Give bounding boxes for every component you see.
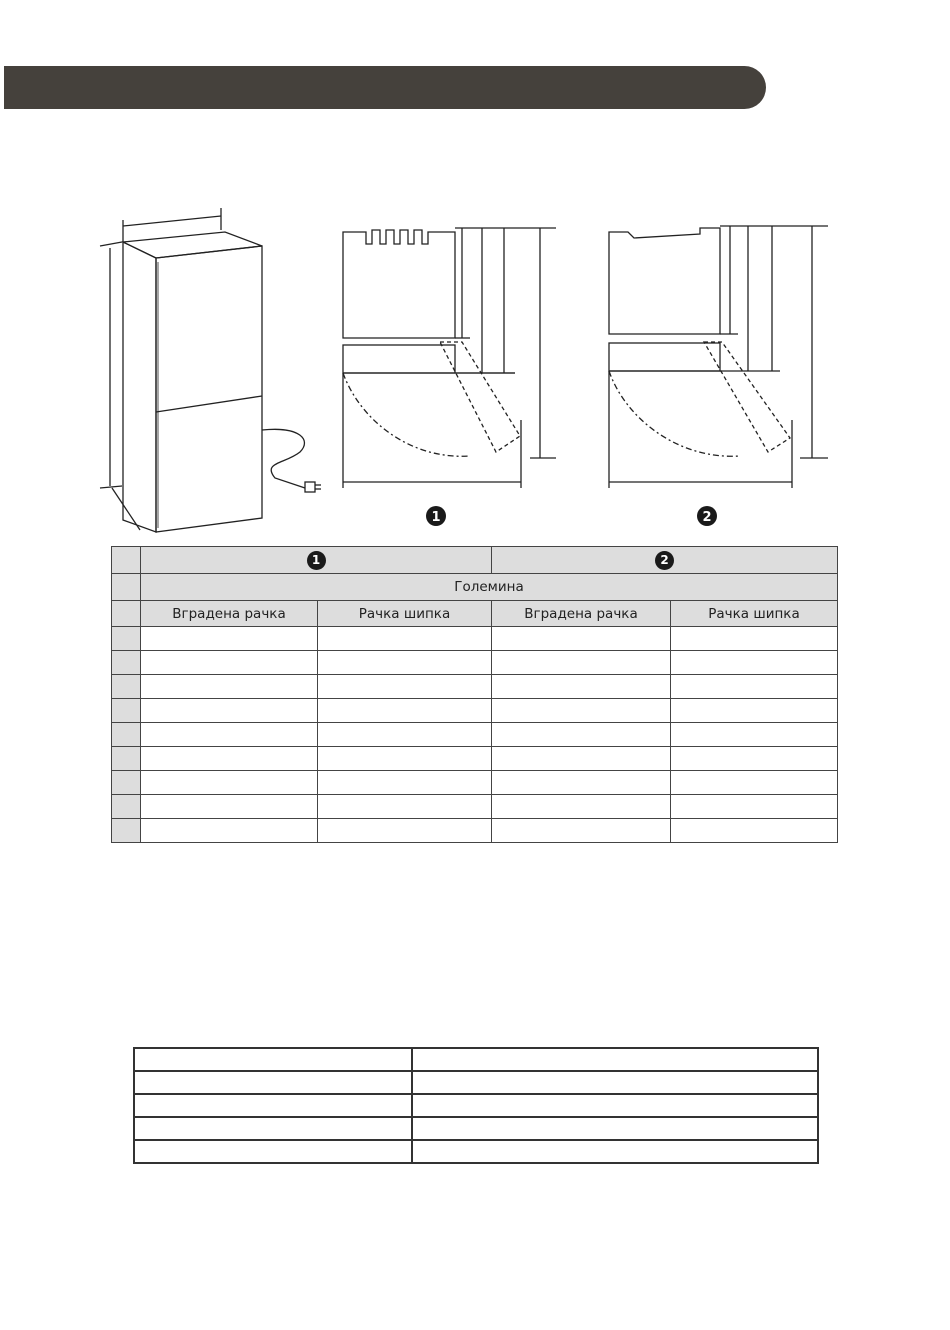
install-2-header (492, 547, 838, 574)
install-badge-1-label: 1 (431, 510, 441, 525)
table-cell (141, 651, 318, 675)
table-cell (671, 771, 838, 795)
table-cell (141, 819, 318, 843)
table-cell (318, 651, 492, 675)
table-cell (671, 723, 838, 747)
table-cell (492, 675, 671, 699)
table-cell (492, 627, 671, 651)
table-row (134, 1140, 818, 1163)
table-row (112, 651, 838, 675)
spec-label-cell (134, 1117, 412, 1140)
table-cell (671, 675, 838, 699)
index-cell (112, 547, 141, 574)
table-row (112, 675, 838, 699)
table-cell (318, 747, 492, 771)
index-cell (112, 574, 141, 601)
table-cell (671, 819, 838, 843)
spec-value-cell (412, 1094, 818, 1117)
side-view-1-illustration (343, 228, 556, 488)
table-row (112, 747, 838, 771)
index-cell (112, 795, 141, 819)
index-cell (112, 723, 141, 747)
table-cell (141, 771, 318, 795)
table-cell (671, 699, 838, 723)
spec-value-cell (412, 1117, 818, 1140)
table-cell (671, 747, 838, 771)
index-cell (112, 675, 141, 699)
table-row (112, 795, 838, 819)
table-cell (141, 795, 318, 819)
col-header-bar-handle-1: Рачка шипка (318, 601, 492, 627)
spec-label-cell (134, 1094, 412, 1117)
table-row (112, 819, 838, 843)
spec-value-cell (412, 1071, 818, 1094)
table-row (134, 1048, 818, 1071)
table-cell (492, 723, 671, 747)
table-cell (492, 771, 671, 795)
spec-label-cell (134, 1071, 412, 1094)
dimensions-figure (0, 0, 950, 540)
table-row (112, 723, 838, 747)
table-cell (492, 699, 671, 723)
index-cell (112, 819, 141, 843)
col-header-builtin-handle-1: Вградена рачка (141, 601, 318, 627)
table-cell (141, 747, 318, 771)
table-row (112, 574, 838, 601)
spec-value-cell (412, 1048, 818, 1071)
table-cell (141, 699, 318, 723)
table-cell (671, 795, 838, 819)
table-cell (141, 627, 318, 651)
install-1-header (141, 547, 492, 574)
fridge-perspective-illustration (100, 208, 321, 532)
table-cell (671, 651, 838, 675)
index-cell (112, 601, 141, 627)
table-row (112, 547, 838, 574)
index-cell (112, 627, 141, 651)
table-cell (671, 627, 838, 651)
table-row (112, 699, 838, 723)
table-row (134, 1071, 818, 1094)
table-row (112, 601, 838, 627)
spec-label-cell (134, 1048, 412, 1071)
dimensions-table (111, 546, 838, 843)
spec-value-cell (412, 1140, 818, 1163)
index-cell (112, 771, 141, 795)
install-badge-2-label: 2 (702, 510, 712, 525)
index-cell (112, 747, 141, 771)
table-cell (492, 651, 671, 675)
col-header-bar-handle-2: Рачка шипка (671, 601, 838, 627)
install-2-badge: 2 (655, 551, 674, 570)
index-cell (112, 699, 141, 723)
spec-table (133, 1047, 819, 1164)
table-row (112, 771, 838, 795)
side-view-2-illustration (609, 226, 828, 488)
table-cell (318, 819, 492, 843)
table-row (134, 1117, 818, 1140)
spec-label-cell (134, 1140, 412, 1163)
table-row (134, 1094, 818, 1117)
table-cell (492, 795, 671, 819)
table-cell (318, 771, 492, 795)
table-cell (318, 675, 492, 699)
table-cell (318, 795, 492, 819)
table-cell (318, 627, 492, 651)
table-cell (318, 723, 492, 747)
install-1-badge: 1 (307, 551, 326, 570)
table-row (112, 627, 838, 651)
size-header: Големина (141, 574, 838, 601)
table-cell (318, 699, 492, 723)
table-cell (492, 747, 671, 771)
index-cell (112, 651, 141, 675)
table-cell (141, 675, 318, 699)
col-header-builtin-handle-2: Вградена рачка (492, 601, 671, 627)
table-cell (492, 819, 671, 843)
table-cell (141, 723, 318, 747)
